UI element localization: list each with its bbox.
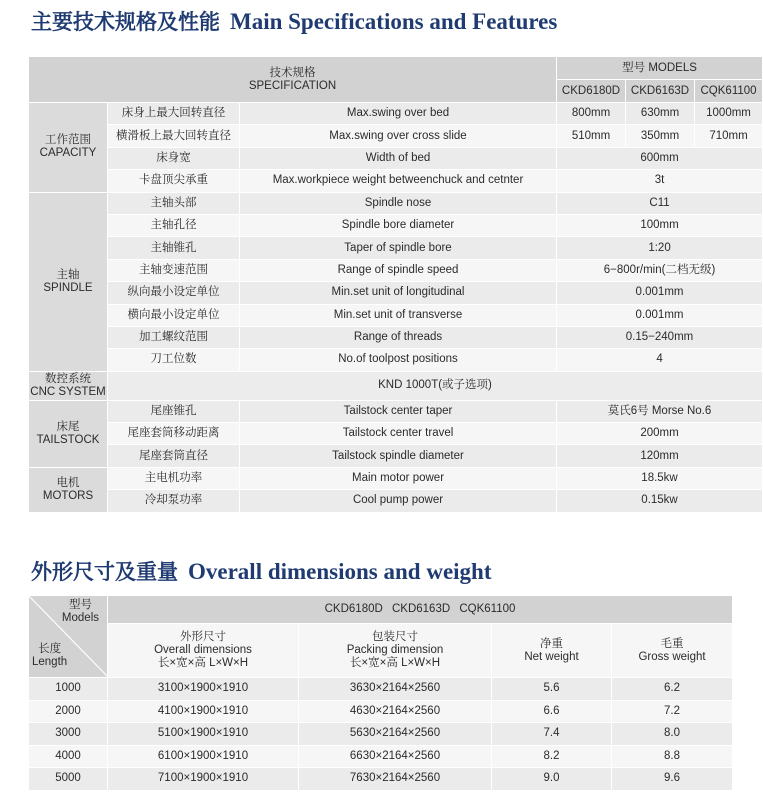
dims-row	[29, 700, 733, 723]
spec-en: Tailstock center taper	[240, 400, 557, 422]
packing-value: 5630×2164×2560	[299, 723, 492, 746]
spec-row	[29, 304, 763, 326]
spec-value: 710mm	[695, 125, 763, 147]
overall-value: 4100×1900×1910	[108, 700, 299, 723]
spec-zh: 纵向最小设定单位	[108, 282, 240, 304]
spec-value: 200mm	[557, 423, 763, 445]
spec-value: 510mm	[557, 125, 626, 147]
spec-value: 800mm	[557, 103, 626, 125]
overall-value: 3100×1900×1910	[108, 678, 299, 701]
gross-value: 8.0	[612, 723, 733, 746]
spec-value: 4	[557, 349, 763, 371]
dims-row	[29, 678, 733, 701]
spec-value: 莫氏6号 Morse No.6	[557, 400, 763, 422]
length-label	[32, 643, 67, 669]
length-value: 4000	[29, 745, 108, 768]
spec-zh: 刀工位数	[108, 349, 240, 371]
overall-value: 6100×1900×1910	[108, 745, 299, 768]
spec-en: Range of spindle speed	[240, 259, 557, 281]
spec-en: Tailstock spindle diameter	[240, 445, 557, 467]
overall-value: 5100×1900×1910	[108, 723, 299, 746]
spec-row	[29, 326, 763, 348]
spec-zh: 横向最小设定单位	[108, 304, 240, 326]
net-en: Net weight	[524, 650, 579, 663]
group-tailstock-zh: 床尾	[56, 420, 80, 433]
group-capacity	[29, 103, 108, 193]
length-label-en: Length	[32, 656, 68, 668]
spec-value: 3t	[557, 170, 763, 192]
length-value: 1000	[29, 678, 108, 701]
spec-en: Max.swing over bed	[240, 103, 557, 125]
spec-value: 18.5kw	[557, 467, 763, 489]
models-label	[62, 599, 99, 625]
spec-en: Spindle bore diameter	[240, 214, 557, 236]
net-value: 5.6	[492, 678, 612, 701]
model-ckd6180d: CKD6180D	[557, 80, 626, 103]
spec-title-zh: 主要技术规格及性能	[31, 10, 220, 34]
spec-en: Taper of spindle bore	[240, 237, 557, 259]
spec-row	[29, 423, 763, 445]
spec-row	[29, 170, 763, 192]
group-motors-zh: 电机	[56, 476, 80, 489]
spec-header-en: SPECIFICATION	[248, 79, 337, 92]
spec-row	[29, 125, 763, 147]
spec-zh: 加工螺纹范围	[108, 326, 240, 348]
spec-zh: 床身上最大回转直径	[108, 103, 240, 125]
spec-en: Max.swing over cross slide	[240, 125, 557, 147]
cnc-system-value: KND 1000T(或子选项)	[108, 371, 763, 400]
spec-en: Tailstock center travel	[240, 423, 557, 445]
overall-value: 7100×1900×1910	[108, 768, 299, 791]
dims-row	[29, 745, 733, 768]
net-zh: 净重	[540, 637, 563, 650]
spec-value: 0.001mm	[557, 304, 763, 326]
group-tailstock-en: TAILSTOCK	[36, 433, 100, 446]
spec-row	[29, 371, 763, 400]
dims-table	[28, 595, 733, 791]
dims-section-title	[31, 556, 492, 586]
spec-zh: 尾座套筒移动距离	[108, 423, 240, 445]
spec-en: Max.workpiece weight betweenchuck and cetnter	[240, 170, 557, 192]
overall-formula: 长×宽×高 L×W×H	[157, 657, 249, 669]
gross-en: Gross weight	[638, 650, 706, 663]
spec-value: 600mm	[557, 147, 763, 169]
packing-dims-header	[299, 624, 492, 678]
packing-value: 4630×2164×2560	[299, 700, 492, 723]
spec-header-cell	[29, 57, 557, 103]
spec-zh: 尾座锥孔	[108, 400, 240, 422]
group-cnc-en: CNC SYSTEM	[30, 385, 106, 398]
overall-dims-header	[108, 624, 299, 678]
spec-row	[29, 259, 763, 281]
spec-row	[29, 400, 763, 422]
group-tailstock	[29, 400, 108, 467]
gross-value: 6.2	[612, 678, 733, 701]
net-value: 8.2	[492, 745, 612, 768]
models-label-en: Models	[61, 612, 99, 624]
spec-zh: 主轴头部	[108, 192, 240, 214]
spec-value: 630mm	[626, 103, 695, 125]
model-ckd6163d: CKD6163D	[626, 80, 695, 103]
spec-zh: 主轴锥孔	[108, 237, 240, 259]
packing-en: Packing dimension	[346, 644, 444, 656]
spec-value: 120mm	[557, 445, 763, 467]
spec-zh: 主轴孔径	[108, 214, 240, 236]
group-motors	[29, 467, 108, 512]
dims-models-list: CKD6180D CKD6163D CQK61100	[108, 596, 733, 624]
gross-value: 7.2	[612, 700, 733, 723]
spec-en: Width of bed	[240, 147, 557, 169]
net-value: 9.0	[492, 768, 612, 791]
spec-row	[29, 214, 763, 236]
spec-en: Main motor power	[240, 467, 557, 489]
spec-en: Min.set unit of transverse	[240, 304, 557, 326]
length-label-zh: 长度	[38, 643, 62, 655]
packing-zh: 包装尺寸	[372, 631, 418, 643]
packing-formula: 长×宽×高 L×W×H	[349, 657, 441, 669]
group-spindle-zh: 主轴	[56, 268, 80, 281]
group-spindle	[29, 192, 108, 371]
spec-en: Spindle nose	[240, 192, 557, 214]
spec-en: Min.set unit of longitudinal	[240, 282, 557, 304]
gross-value: 9.6	[612, 768, 733, 791]
net-value: 7.4	[492, 723, 612, 746]
group-capacity-en: CAPACITY	[39, 147, 97, 160]
spec-row	[29, 445, 763, 467]
gross-weight-header	[612, 624, 733, 678]
gross-zh: 毛重	[660, 637, 684, 650]
overall-en: Overall dimensions	[154, 644, 252, 656]
spec-title-en: Main Specifications and Features	[230, 9, 558, 34]
dims-corner-cell	[29, 596, 108, 678]
group-motors-en: MOTORS	[42, 489, 94, 502]
spec-value: 350mm	[626, 125, 695, 147]
group-capacity-zh: 工作范围	[45, 134, 91, 147]
packing-value: 6630×2164×2560	[299, 745, 492, 768]
spec-zh: 卡盘顶尖承重	[108, 170, 240, 192]
spec-value: 1000mm	[695, 103, 763, 125]
spec-zh: 主电机功率	[108, 467, 240, 489]
spec-zh: 主轴变速范围	[108, 259, 240, 281]
spec-en: No.of toolpost positions	[240, 349, 557, 371]
spec-row	[29, 490, 763, 512]
spec-en: Cool pump power	[240, 490, 557, 512]
spec-row	[29, 192, 763, 214]
spec-value: 1:20	[557, 237, 763, 259]
spec-value: 0.15−240mm	[557, 326, 763, 348]
model-cqk61100: CQK61100	[695, 80, 763, 103]
spec-row	[29, 147, 763, 169]
spec-en: Range of threads	[240, 326, 557, 348]
models-header: 型号 MODELS	[557, 57, 763, 80]
spec-row	[29, 237, 763, 259]
packing-value: 7630×2164×2560	[299, 768, 492, 791]
spec-value: 0.15kw	[557, 490, 763, 512]
dims-title-zh: 外形尺寸及重量	[31, 560, 178, 584]
spec-zh: 床身宽	[108, 147, 240, 169]
spec-zh: 尾座套筒直径	[108, 445, 240, 467]
dims-title-en: Overall dimensions and weight	[188, 559, 492, 584]
spec-row	[29, 103, 763, 125]
gross-value: 8.8	[612, 745, 733, 768]
spec-zh: 冷却泵功率	[108, 490, 240, 512]
overall-zh: 外形尺寸	[180, 631, 226, 643]
spec-row	[29, 282, 763, 304]
group-cnc	[29, 371, 108, 400]
net-weight-header	[492, 624, 612, 678]
group-spindle-en: SPINDLE	[43, 281, 93, 294]
dims-row	[29, 723, 733, 746]
packing-value: 3630×2164×2560	[299, 678, 492, 701]
net-value: 6.6	[492, 700, 612, 723]
spec-value: C11	[557, 192, 763, 214]
spec-zh: 横滑板上最大回转直径	[108, 125, 240, 147]
spec-table	[28, 56, 763, 513]
spec-section-title	[31, 6, 557, 36]
spec-row	[29, 467, 763, 489]
spec-value: 6−800r/min(二档无级)	[557, 259, 763, 281]
spec-value: 100mm	[557, 214, 763, 236]
length-value: 3000	[29, 723, 108, 746]
spec-header-zh: 技术规格	[269, 66, 316, 79]
models-label-zh: 型号	[68, 599, 92, 611]
length-value: 2000	[29, 700, 108, 723]
group-cnc-zh: 数控系统	[45, 372, 91, 385]
spec-value: 0.001mm	[557, 282, 763, 304]
length-value: 5000	[29, 768, 108, 791]
spec-row	[29, 349, 763, 371]
dims-row	[29, 768, 733, 791]
